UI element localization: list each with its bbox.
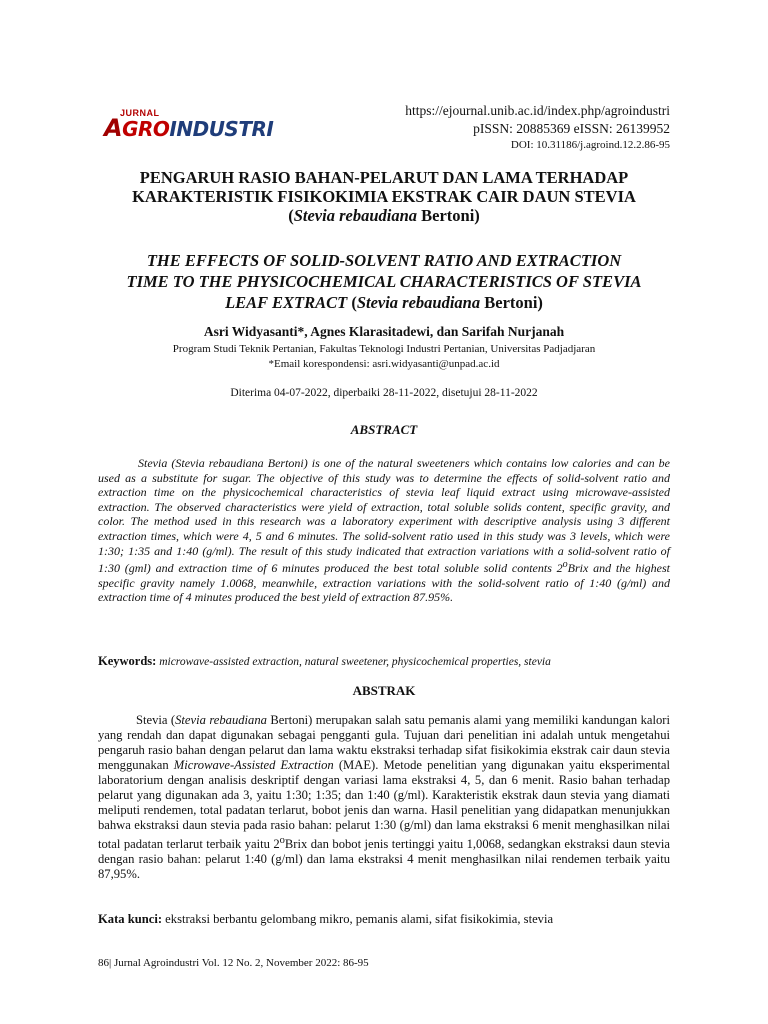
kata-kunci — [98, 912, 670, 927]
abstract-indonesian: Stevia (Stevia rebaudiana Bertoni) merupakan salah satu pemanis alami yang memiliki kandungan kalori yang rendah dan dapat digunakan sebagai pengganti gula. Tujuan dari penelitian ini adalah untuk mengetahui pengaruh rasio bahan dengan pelarut dan lama waktu ekstraksi terhadap sifat fisikokimia ekstrak cair daun stevia menggunakan Microwave-Assisted Extraction (MAE). Metode penelitian yang digunakan yaitu eksperimental laboratorium dengan analisis deskriptif dengan variasi lama ekstraksi 4, 5, dan 6 menit. Rasio bahan terhadap pelarut yang digunakan ada 3, yaitu 1:30; 1:35; dan 1:40 (g/ml). Karakteristik ekstrak daun stevia yang diamati meliputi rendemen, total padatan terlarut, bobot jenis dan warna. Hasil penelitian yang didapatkan menunjukkan bahwa ekstraksi daun stevia pada rasio bahan: pelarut 1:30 (g/ml) dan lama ekstraksi 6 menit menghasilkan nilai total padatan terlarut terbaik yaitu 2$^o$Brix dan bobot jenis tertinggi yaitu 1,0068, sedangkan ekstraksi daun stevia dengan rasio bahan: pelarut 1:40 (g/ml) dan lama ekstraksi 4 menit menghasilkan nilai rendemen terbaik yaitu 87,95%. — [98, 713, 671, 882]
journal-logo — [104, 110, 294, 140]
keywords-label: Keywords: — [98, 654, 157, 668]
keywords — [98, 654, 670, 669]
title-english: THE EFFECTS OF SOLID-SOLVENT RATIO AND EXTRACTION TIME TO THE PHYSICOCHEMICAL CHARACTERISTICS OF STEVIA LEAF EXTRACT (Stevia rebaudiana Bertoni) — [126, 251, 642, 312]
logo-jurnal-text: JURNAL — [120, 108, 160, 118]
authors: Asri Widyasanti*, Agnes Klarasitadewi, dan Sarifah Nurjanah — [203, 324, 565, 339]
abstract-heading: ABSTRACT — [350, 422, 418, 437]
page-footer: 86| Jurnal Agroindustri Vol. 12 No. 2, November 2022: 86-95 — [98, 957, 369, 969]
logo-agroindustri-text: AGROINDUSTRI — [104, 114, 274, 142]
journal-issn: pISSN: 20885369 eISSN: 26139952 — [473, 121, 670, 136]
title-indonesian: PENGARUH RASIO BAHAN-PELARUT DAN LAMA TERHADAP KARAKTERISTIK FISIKOKIMIA EKSTRAK CAIR DAUN STEVIA (Stevia rebaudiana Bertoni) — [132, 168, 636, 225]
affiliation-block — [96, 342, 672, 372]
affiliation: Program Studi Teknik Pertanian, Fakultas Teknologi Industri Pertanian, Universitas Padjadjaran — [172, 343, 596, 355]
keywords-list: microwave-assisted extraction, natural sweetener, physicochemical properties, stevia — [156, 656, 551, 668]
corresponding-email: *Email korespondensi: asri.widyasanti@unpad.ac.id — [268, 358, 500, 370]
kata-kunci-label: Kata kunci: — [98, 912, 163, 926]
abstrak-heading: ABSTRAK — [352, 683, 416, 698]
journal-url[interactable]: https://ejournal.unib.ac.id/index.php/agroindustri — [405, 103, 670, 118]
abstract-english: Stevia (Stevia rebaudiana Bertoni) is one of the natural sweeteners which contains low calories and can be used as a substitute for sugar. The objective of this study was to determine the effects of solid-solvent ratio and extraction time on the physicochemical characteristics of stevia leaf liquid extract using microwave-assisted extraction. The observed characteristics were yield of extraction, total soluble solids content, specific gravity, and color. The method used in this research was a laboratory experiment with descriptive analysis using 3 different extraction times, which were 4, 5 and 6 minutes. The solid-solvent ratio used in this study was 3 levels, which were 1:30; 1:35 and 1:40 (g/ml). The result of this study indicated that extraction variations with a solid-solvent ratio of 1:30 (gml) and extraction time of 6 minutes produced the best total soluble solid contents 2$^o$Brix and the highest specific gravity namely 1.0068, meanwhile, extraction variations with the solid-solvent ratio of 1:40 (g/ml) and extraction time of 4 minutes produced the best yield of extraction 87.95%. — [98, 456, 671, 605]
article-doi[interactable]: DOI: 10.31186/j.agroind.12.2.86-95 — [510, 139, 670, 151]
kata-kunci-list: ekstraksi berbantu gelombang mikro, pemanis alami, sifat fisikokimia, stevia — [162, 912, 554, 926]
submission-dates: Diterima 04-07-2022, diperbaiki 28-11-2022, disetujui 28-11-2022 — [230, 387, 538, 399]
